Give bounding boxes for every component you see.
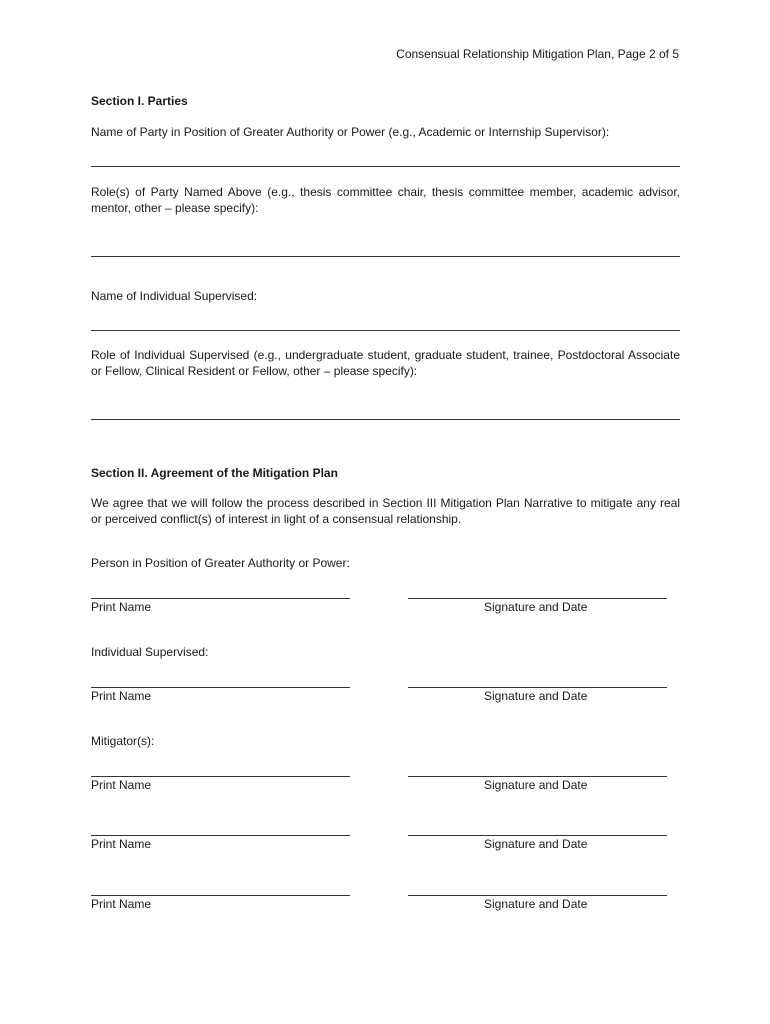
- signature-date-caption: Signature and Date: [484, 897, 588, 911]
- print-name-line[interactable]: [91, 776, 350, 777]
- print-name-caption: Print Name: [91, 600, 152, 614]
- signature-date-caption: Signature and Date: [484, 778, 588, 792]
- field-label-authority-name: Name of Party in Position of Greater Authority or Power (e.g., Academic or Internship Supervisor):: [91, 125, 610, 139]
- signature-date-caption: Signature and Date: [484, 837, 588, 851]
- party-label-authority: Person in Position of Greater Authority or Power:: [91, 556, 350, 570]
- signature-date-caption: Signature and Date: [484, 600, 588, 614]
- field-line-authority-role[interactable]: [91, 256, 680, 257]
- print-name-caption: Print Name: [91, 689, 152, 703]
- print-name-caption: Print Name: [91, 837, 152, 851]
- signature-line[interactable]: [408, 895, 667, 896]
- signature-date-caption: Signature and Date: [484, 689, 588, 703]
- section-2-title: Section II. Agreement of the Mitigation Plan: [91, 466, 338, 480]
- signature-line[interactable]: [408, 776, 667, 777]
- field-line-authority-name[interactable]: [91, 166, 680, 167]
- party-label-mitigators: Mitigator(s):: [91, 734, 155, 748]
- signature-line[interactable]: [408, 835, 667, 836]
- agreement-text: We agree that we will follow the process described in Section III Mitigation Plan Narrative to mitigate any real or perceived conflict(s) of interest in light of a consensual relationship.: [91, 496, 680, 526]
- field-label-supervised-role: Role of Individual Supervised (e.g., undergraduate student, graduate student, trainee, Postdoctoral Associate or Fellow, Clinical Resident or Fellow, other – please specify):: [91, 348, 680, 378]
- party-label-supervised: Individual Supervised:: [91, 645, 209, 659]
- field-label-authority-role: Role(s) of Party Named Above (e.g., thesis committee chair, thesis committee member, academic advisor, mentor, other – please specify):: [91, 185, 680, 215]
- field-line-supervised-role[interactable]: [91, 419, 680, 420]
- signature-line[interactable]: [408, 598, 667, 599]
- print-name-line[interactable]: [91, 835, 350, 836]
- print-name-line[interactable]: [91, 687, 350, 688]
- section-1-title: Section I. Parties: [91, 94, 188, 108]
- print-name-line[interactable]: [91, 598, 350, 599]
- print-name-caption: Print Name: [91, 897, 152, 911]
- print-name-line[interactable]: [91, 895, 350, 896]
- signature-line[interactable]: [408, 687, 667, 688]
- print-name-caption: Print Name: [91, 778, 152, 792]
- page-header: Consensual Relationship Mitigation Plan, Page 2 of 5: [396, 47, 679, 61]
- field-line-supervised-name[interactable]: [91, 330, 680, 331]
- field-label-supervised-name: Name of Individual Supervised:: [91, 289, 258, 303]
